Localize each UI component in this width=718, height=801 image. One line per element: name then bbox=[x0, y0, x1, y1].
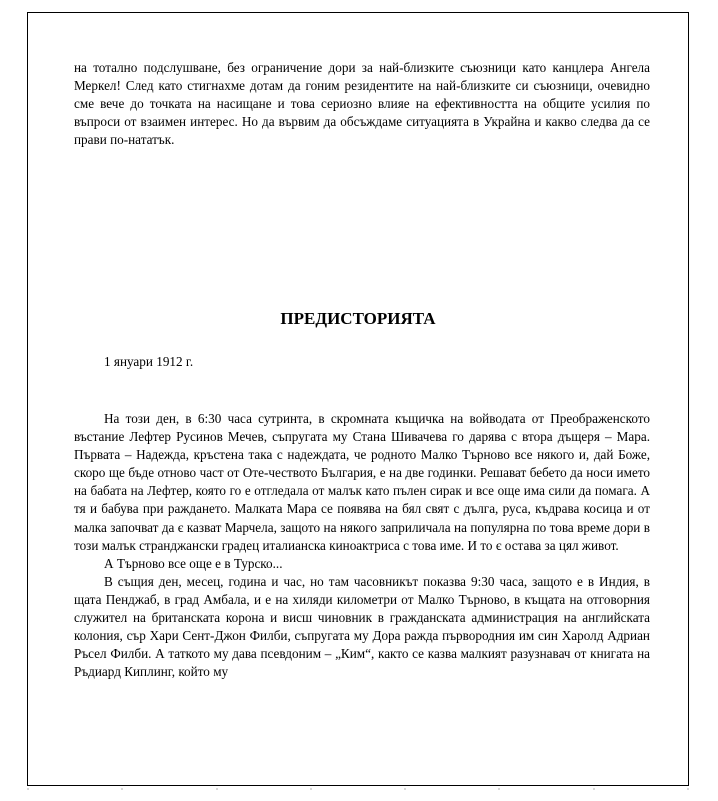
date-line: 1 януари 1912 г. bbox=[104, 354, 194, 369]
chapter-heading: ПРЕДИСТОРИЯТА bbox=[280, 309, 436, 328]
paragraph: На този ден, в 6:30 часа сутринта, в скромната къщичка на войводата от Преображенското въстание Лефтер Русинов Мечев, съпругата му Стана Шивачева го дарява с втора дъщеря – Мара. Първата – Надежда, кръстена така с надеждата, че родното Малко Търново все някого и, дай Боже, скоро ще бъде отново част от Оте-чеството България, е на две годинки. Решават бебето да носи името на бабата на Лефтер, която го е отгледала от малък като пълен сирак и все още има сили да помага. А тя и бабува при раждането. Малката Мара се появява на бял свят с дълга, руса, къдрава косица и от малка започват да є казват Марчела, защото на някого заприличала на популярна по това време дори в този малък странджански градец италианска киноактриса с това име. И то є остава за цял живот. bbox=[74, 411, 650, 553]
page-bottom-marks bbox=[27, 788, 689, 794]
intro-paragraph bbox=[74, 59, 650, 149]
paragraph: В същия ден, месец, година и час, но там часовникът показва 9:30 часа, защото е в Индия, в щата Пенджаб, в град Амбала, и е на хиляди километри от Малко Търново, в къщата на отговорния служител на британската корона и висш чиновник в гражданската администрация на английската колония, сър Хари Сент-Джон Филби, съпругата му Дора ражда първородния им син Харолд Адриан Ръсел Филби. А таткото му дава псевдоним – „Ким“, както се казва малкият разузнавач от книгата на Ръдиард Киплинг, който му bbox=[74, 573, 650, 680]
paragraph: А Търново все още е в Турско... bbox=[104, 555, 283, 571]
intro-text: на тотално подслушване, без ограничение дори за най-близките съюзници като канцлера Ангела Меркел! След като стигнахме дотам да гоним резидентите на най-близките си съюзници, очевидно сме вече до точката на насищане и това сериозно влияе на ефективността на общите усилия по въпроси от взаимен интерес. Но да вървим да обсъждаме ситуацията в Украйна и какво следва да се прави по-нататък. bbox=[74, 60, 650, 148]
story-body bbox=[74, 410, 650, 681]
document-page bbox=[27, 12, 689, 786]
